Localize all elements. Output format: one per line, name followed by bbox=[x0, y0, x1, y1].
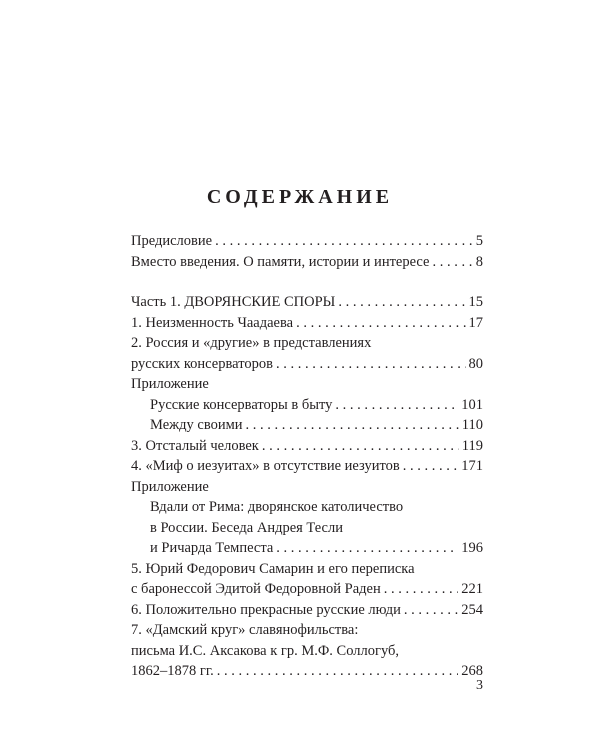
toc-entry bbox=[131, 333, 483, 354]
toc-entry-text: 1. Неизменность Чаадаева bbox=[131, 314, 294, 331]
toc-entry-text: русских консерваторов bbox=[131, 355, 273, 372]
toc-entry-text: письма И.С. Аксакова к гр. М.Ф. Соллогуб, bbox=[131, 642, 400, 659]
dot-leader bbox=[276, 538, 458, 559]
toc-entry bbox=[131, 395, 483, 416]
toc-entry bbox=[131, 456, 483, 477]
dot-leader bbox=[403, 456, 459, 477]
dot-leader bbox=[432, 252, 472, 273]
toc-entry bbox=[131, 415, 483, 436]
dot-leader bbox=[246, 415, 459, 436]
toc-entry-text: Приложение bbox=[131, 478, 209, 495]
toc-entry bbox=[131, 313, 483, 334]
toc-entry-text: Часть 1. ДВОРЯНСКИЕ СПОРЫ bbox=[131, 294, 336, 310]
toc-entry-text: 5. Юрий Федорович Самарин и его переписка bbox=[131, 560, 415, 577]
toc-entry bbox=[131, 518, 483, 539]
toc-entry-text: 3. Отсталый человек bbox=[131, 437, 259, 454]
toc-entry-page: 221 bbox=[461, 581, 483, 597]
toc-entry-page: 119 bbox=[461, 437, 483, 454]
toc-entry-text: 7. «Дамский круг» славянофильства: bbox=[131, 622, 359, 638]
toc-entry-text: Предисловие bbox=[131, 233, 213, 249]
toc-entry-text: в России. Беседа Андрея Тесли bbox=[150, 519, 343, 536]
toc-entry bbox=[131, 538, 483, 559]
toc-entry-page: 171 bbox=[461, 458, 483, 474]
toc-entry bbox=[131, 436, 483, 457]
page-number: 3 bbox=[476, 678, 483, 693]
toc-entry bbox=[131, 292, 483, 313]
toc-entry bbox=[131, 559, 483, 580]
toc-entry bbox=[131, 497, 483, 518]
toc-entry-page: 5 bbox=[475, 233, 483, 249]
toc-entry-text: 1862–1878 гг. bbox=[131, 663, 214, 679]
toc-entry bbox=[131, 374, 483, 395]
dot-leader bbox=[404, 600, 458, 621]
toc-entry bbox=[131, 231, 483, 252]
toc-entry bbox=[131, 354, 483, 375]
toc-entry-page: 110 bbox=[461, 417, 483, 433]
toc-entry-page: 268 bbox=[461, 663, 483, 679]
toc-entry-page: 80 bbox=[468, 355, 483, 372]
toc-entry bbox=[131, 620, 483, 641]
contents-heading: СОДЕРЖАНИЕ bbox=[206, 186, 394, 208]
toc-entry bbox=[131, 579, 483, 600]
toc-entry-page: 254 bbox=[461, 601, 483, 618]
dot-leader bbox=[335, 395, 458, 416]
toc-entry-text: Вдали от Рима: дворянское католичество bbox=[150, 499, 404, 515]
toc-entry-text: 4. «Миф о иезуитах» в отсутствие иезуитов bbox=[131, 458, 400, 474]
dot-leader bbox=[384, 579, 459, 600]
toc-entry-text: Русские консерваторы в быту bbox=[150, 396, 333, 413]
toc-entry bbox=[131, 641, 483, 662]
toc-entry-text: 6. Положительно прекрасные русские люди bbox=[131, 601, 401, 618]
toc-entry-text: Вместо введения. О памяти, истории и интересе bbox=[131, 253, 430, 270]
toc-entry bbox=[131, 477, 483, 498]
toc-entry-text: с баронессой Эдитой Федоровной Раден bbox=[131, 581, 381, 597]
toc-entry-text: Между своими bbox=[150, 417, 243, 433]
toc-entry bbox=[131, 661, 483, 682]
toc-entry-page: 196 bbox=[461, 540, 483, 556]
dot-leader bbox=[276, 354, 466, 375]
toc-entry-page: 101 bbox=[461, 396, 483, 413]
toc-entry-page: 17 bbox=[468, 314, 483, 331]
table-of-contents bbox=[131, 231, 483, 682]
toc-entry bbox=[131, 600, 483, 621]
dot-leader bbox=[338, 292, 465, 313]
toc-entry-page: 15 bbox=[468, 294, 483, 310]
dot-leader bbox=[215, 231, 473, 252]
dot-leader bbox=[217, 661, 458, 682]
toc-entry-page: 8 bbox=[475, 253, 483, 270]
dot-leader bbox=[262, 436, 459, 457]
toc-entry-text: и Ричарда Темпеста bbox=[150, 540, 274, 556]
dot-leader bbox=[296, 313, 465, 334]
toc-entry-text: Приложение bbox=[131, 376, 209, 392]
toc-entry-text: 2. Россия и «другие» в представлениях bbox=[131, 335, 372, 351]
toc-entry bbox=[131, 252, 483, 273]
